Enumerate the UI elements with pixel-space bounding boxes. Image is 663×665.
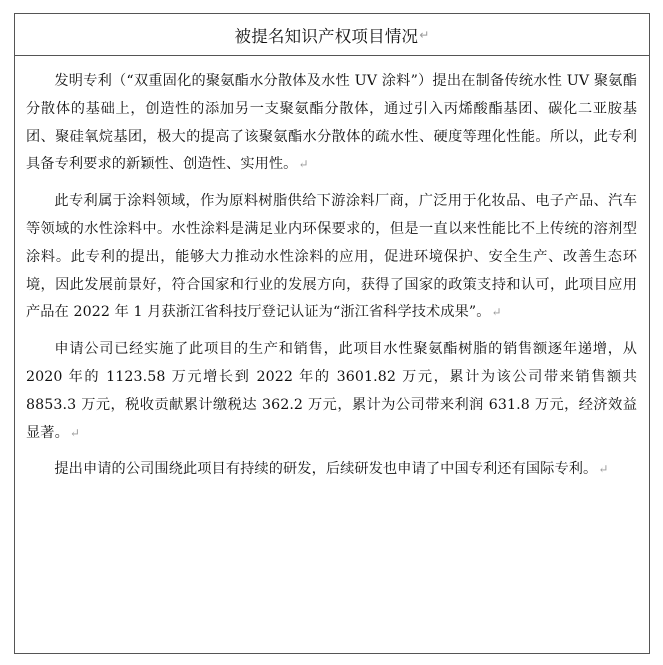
paragraph-application-field	[26, 188, 637, 327]
paragraph-mark-icon: ↵	[491, 305, 502, 320]
paragraph-mark-icon: ↵	[69, 425, 81, 440]
table-title-row	[15, 14, 649, 56]
paragraph-continued-research	[26, 456, 637, 484]
paragraph-text: 提出申请的公司围绕此项目有持续的研发，后续研发也申请了中国专利还有国际专利。	[54, 461, 598, 478]
table-title: 被提名知识产权项目情况	[234, 26, 419, 46]
paragraph-text: 发明专利（“双重固化的聚氨酯水分散体及水性 UV 涂料”）提出在制备传统水性 UV 聚氨酯分散体的基础上，创造性的添加另一支聚氨酯分散体，通过引入丙烯酸酯基团、碳化二亚胺基团、聚硅氧烷基团，极大的提高了该聚氨酯水分散体的疏水性、硬度等理化性能。所以，此专利具备专利要求的新颖性、创造性、实用性。	[26, 73, 637, 173]
document-table	[14, 13, 650, 654]
paragraph-text: 此专利属于涂料领域，作为原料树脂供给下游涂料厂商，广泛用于化妆品、电子产品、汽车等领域的水性涂料中。水性涂料是满足业内环保要求的，但是一直以来性能比不上传统的溶剂型涂料。此专利的提出，能够大力推动水性涂料的应用，促进环境保护、安全生产、改善生态环境，因此发展前景好，符合国家和行业的发展方向，获得了国家的政策支持和认可，此项目应用产品在 2022 年 1 月获浙江省科技厅登记认证为“浙江省科学技术成果”。	[26, 193, 637, 321]
paragraph-mark-icon: ↵	[598, 462, 609, 477]
paragraph-patent-description	[26, 68, 637, 179]
table-content-cell	[15, 56, 649, 484]
paragraph-sales-results	[26, 336, 637, 447]
paragraph-mark-icon: ↵	[419, 27, 430, 42]
paragraph-mark-icon: ↵	[298, 157, 309, 172]
paragraph-text: 申请公司已经实施了此项目的生产和销售，此项目水性聚氨酯树脂的销售额逐年递增，从 2020 年的 1123.58 万元增长到 2022 年的 3601.82 万元，累计为该公司带来销售额共 8853.3 万元，税收贡献累计缴税达 362.2 万元，累计为公司带来利润 631.8 万元，经济效益显著。	[26, 341, 637, 441]
